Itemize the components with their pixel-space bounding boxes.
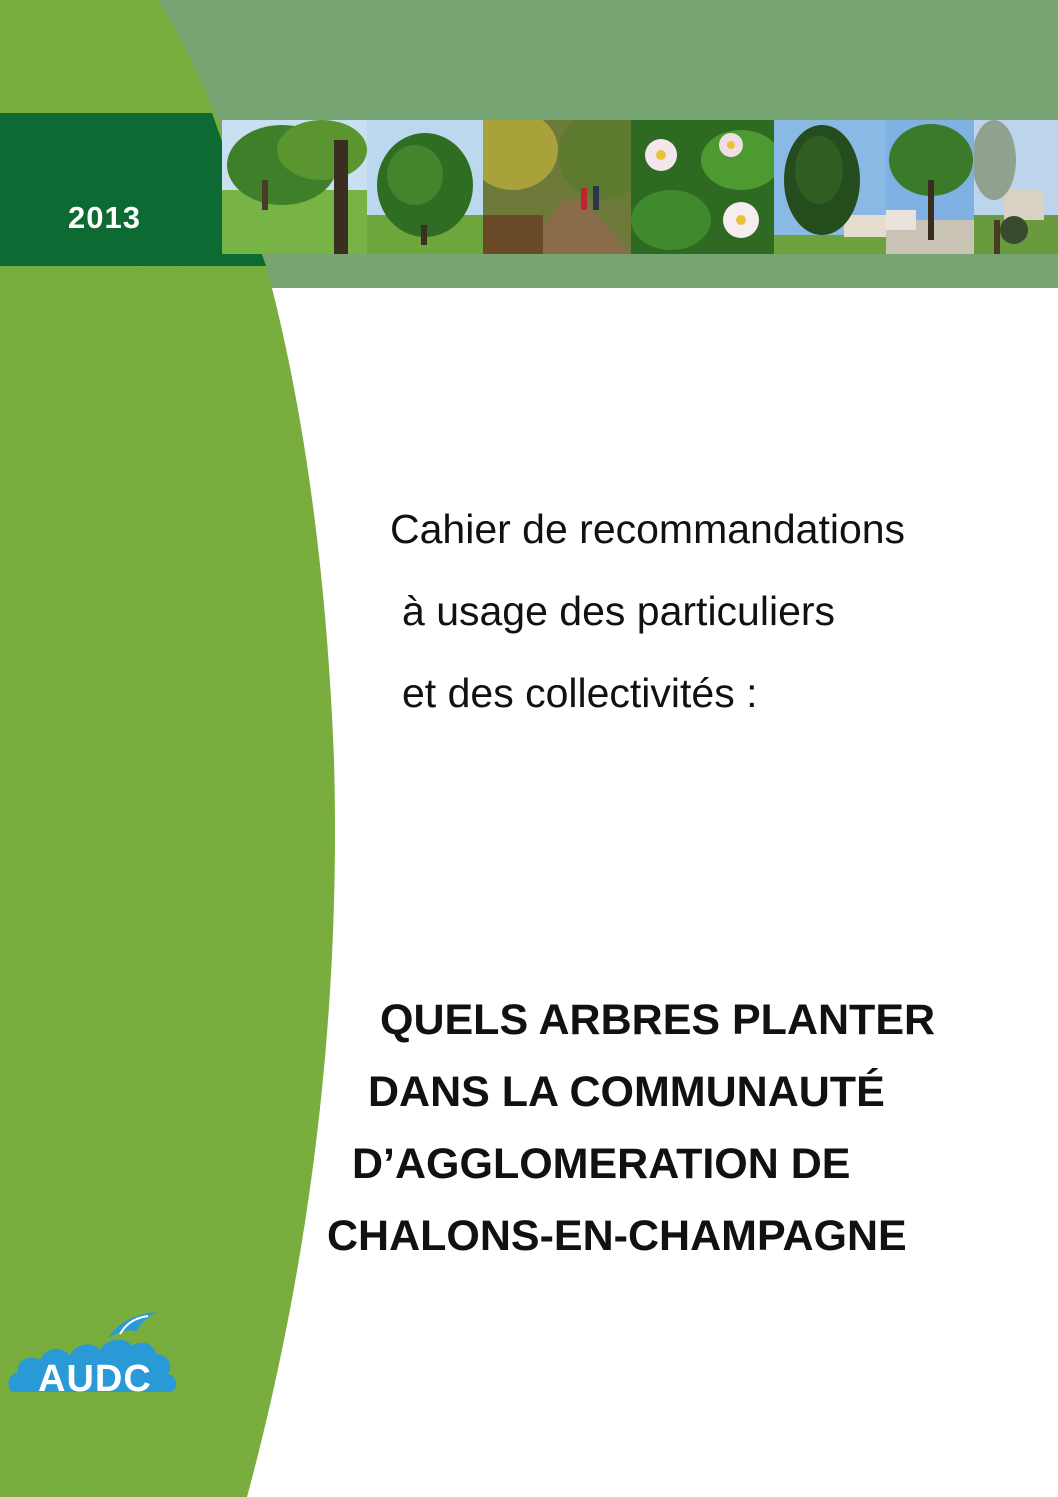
photo-strip [222,120,1058,254]
title-line-4: CHALONS-EN-CHAMPAGNE [327,1212,907,1260]
audc-logo [8,1310,186,1400]
subtitle-line-2: à usage des particuliers [402,588,836,634]
subtitle-line-3: et des collectivités : [402,670,758,716]
wild-rose-flowers-photo [631,120,774,254]
audc-logo-text: AUDC [38,1358,152,1400]
title-line-3: D’AGGLOMERATION DE [352,1140,851,1188]
park-trees-photo [222,120,367,254]
publication-year: 2013 [68,200,141,235]
subtitle-line-1: Cahier de recommandations [390,506,906,552]
street-tree-photo [886,120,974,254]
autumn-path-walkers-photo [483,120,631,254]
pine-tree-photo [774,120,886,254]
round-tree-photo [367,120,483,254]
title-line-1: QUELS ARBRES PLANTER [380,996,936,1044]
planting-tree-photo [974,120,1058,254]
title-line-2: DANS LA COMMUNAUTÉ [368,1068,885,1116]
